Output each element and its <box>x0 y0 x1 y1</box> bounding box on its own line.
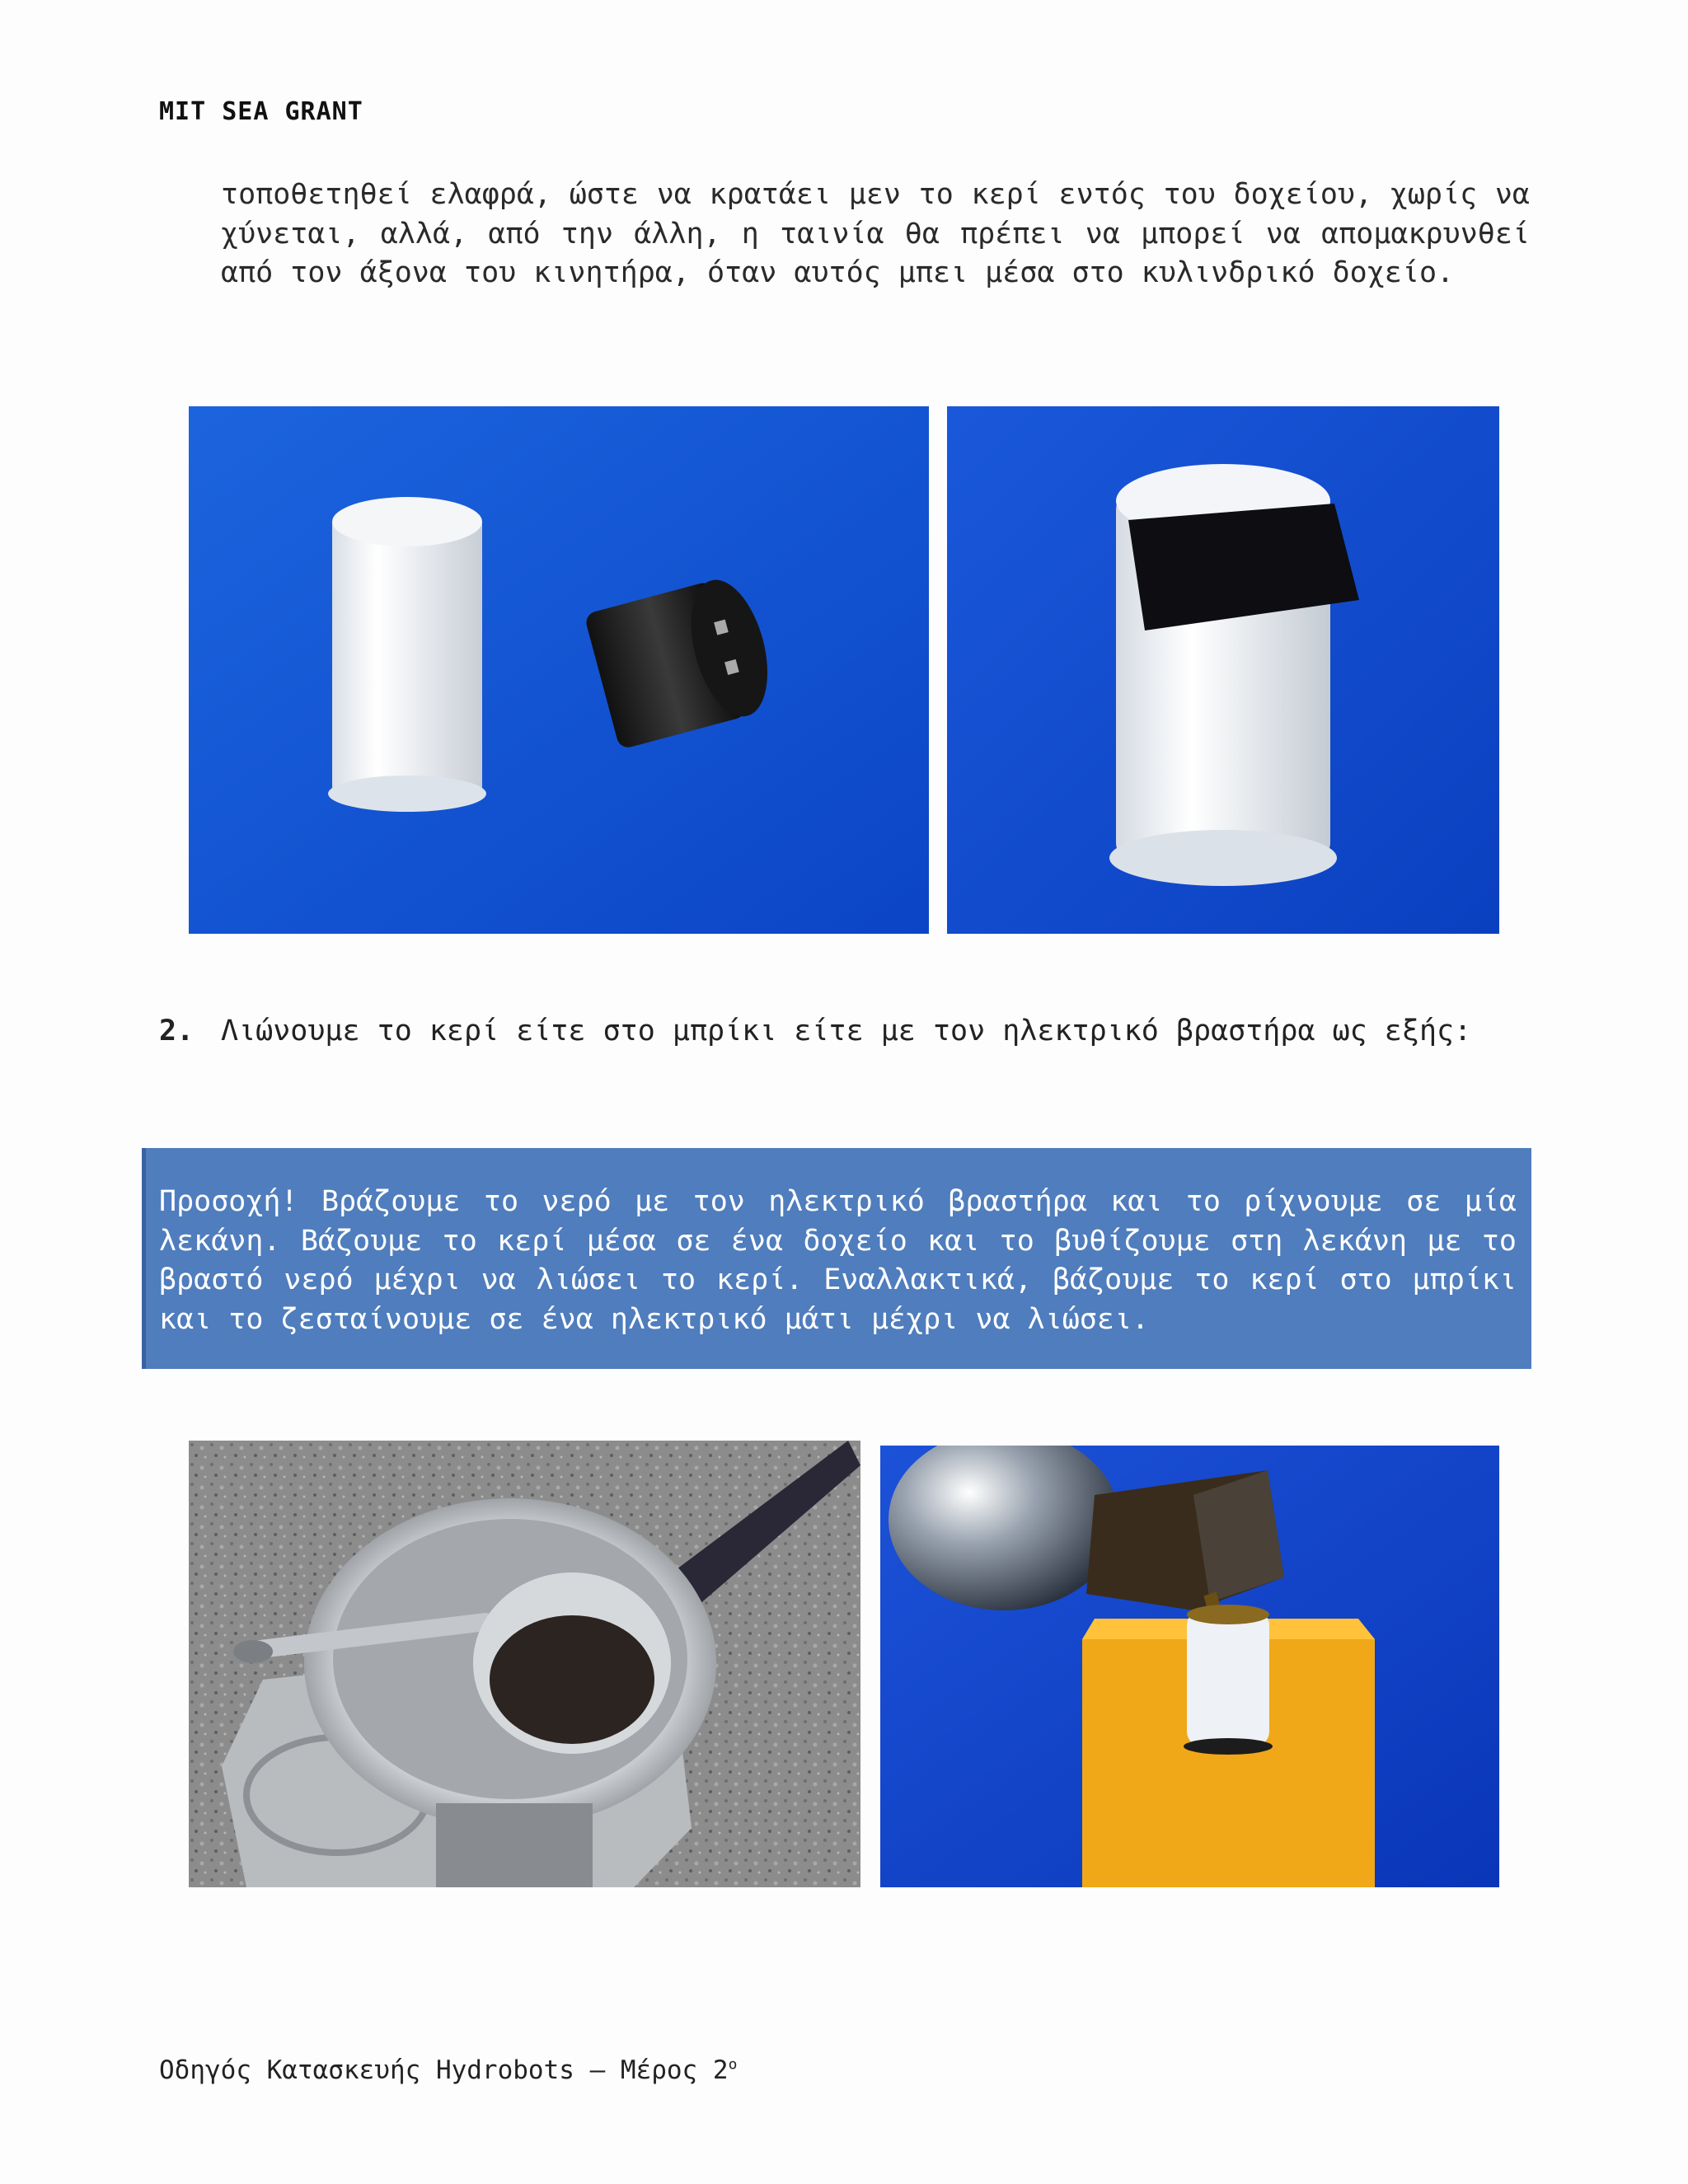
page-footer <box>159 2055 737 2085</box>
intro-paragraph: τοποθετηθεί ελαφρά, ώστε να κρατάει μεν το κερί εντός του δοχείου, χωρίς να χύνεται, αλλά, από την άλλη, η ταινία θα πρέπει να μπορεί να απομακρυνθεί από τον άξονα του κινητήρα, όταν αυτός μπει μέσα στο κυλινδρικό δοχείο. <box>221 178 1530 289</box>
step-2 <box>159 1012 1530 1052</box>
step-number: 2. <box>159 1015 195 1047</box>
warning-note-text: Προσοχή! Βράζουμε το νερό με τον ηλεκτρικό βραστήρα και το ρίχνουμε σε μία λεκάνη. Βάζουμε το κερί μέσα σε ένα δοχείο και το βυθίζουμε στη λεκάνη με το βραστό νερό μέχρι να λιώσει το κερί. Εναλλακτικά, βάζουμε το κερί στο μπρίκι και το ζεσταίνουμε σε ένα ηλεκτρικό μάτι μέχρι να λιώσει. <box>159 1185 1517 1336</box>
step-text: Λιώνουμε το κερί είτε στο μπρίκι είτε με τον ηλεκτρικό βραστήρα ως εξής: <box>221 1015 1472 1047</box>
warning-note-box <box>142 1148 1531 1369</box>
photo-container-with-tape <box>947 406 1499 934</box>
photo-pan-and-ladle <box>189 1441 860 1887</box>
page-header: MIT SEA GRANT <box>159 97 363 126</box>
photo-pouring-wax <box>880 1446 1499 1887</box>
photo-container-and-motor <box>189 406 929 934</box>
footer-text: Οδηγός Κατασκευής Hydrobots – Μέρος 2 <box>159 2055 729 2085</box>
footer-superscript: ο <box>728 2055 738 2074</box>
